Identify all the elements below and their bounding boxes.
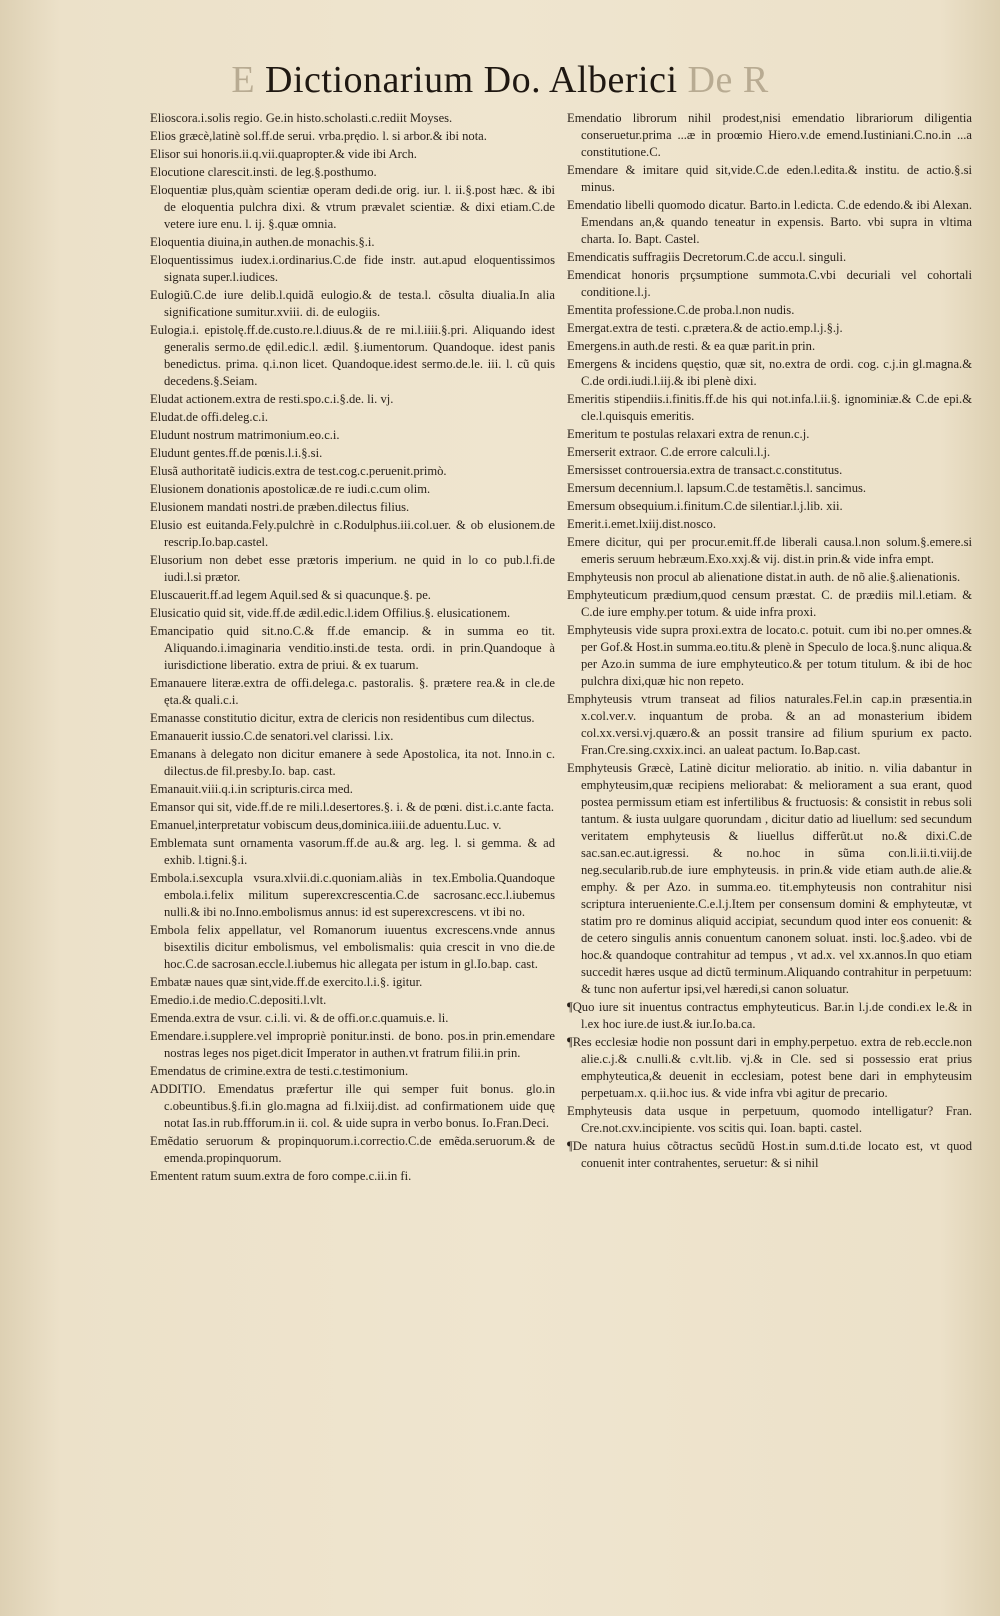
dictionary-entry: Emeritum te postulas relaxari extra de renun.c.j. (567, 427, 810, 441)
bleed-through-left: E (231, 59, 256, 101)
page-title: Dictionarium Do. Alberici (265, 59, 678, 101)
dictionary-entry: Emanasse constitutio dicitur, extra de clericis non residentibus cum dilectus. (150, 711, 535, 725)
dictionary-entry: Emendare & imitare quid sit,vide.C.de eden.l.edita.& institu. de actio.§.si minus. (567, 163, 972, 194)
dictionary-entry: Emere dicitur, qui per procur.emit.ff.de liberali causa.l.non solum.§.emere.si emeris seruum hebræum.Exo.xxj.& vij. dist.in prin.& vide infra empt. (567, 535, 972, 566)
dictionary-entry: Emendicat honoris prçsumptione summota.C.vbi decuriali vel cohortali conditione.l.j. (567, 268, 972, 299)
dictionary-entry: Elisor sui honoris.ii.q.vii.quapropter.& vide ibi Arch. (150, 147, 417, 161)
dictionary-entry: Emanauit.viii.q.i.in scripturis.circa med. (150, 782, 353, 796)
dictionary-entry: Elusorium non debet esse prætoris imperium. ne quid in lo co pub.l.fi.de iudi.l.si prætor. (150, 553, 555, 584)
dictionary-entry: Eloquentissimus iudex.i.ordinarius.C.de fide instr. aut.apud eloquentissimos signata super.l.iudices. (150, 253, 555, 284)
dictionary-entry: Embola.i.sexcupla vsura.xlvii.di.c.quoniam.aliàs in tex.Embolia.Quandoque embola.i.felix militum superexcrescentia.C.de sacrosanc.ecc.l.iubemus nulli.& ibi no.Inno.embolismus annus: id est superexcrescens. vt ibi no. (150, 871, 555, 919)
dictionary-entry: Emphyteusis non procul ab alienatione distat.in auth. de nõ alie.§.alienationis. (567, 570, 961, 584)
dictionary-entry: Elusionem donationis apostolicæ.de re iudi.c.cum olim. (150, 482, 431, 496)
dictionary-entry: Emanauerit iussio.C.de senatori.vel clarissi. l.ix. (150, 729, 394, 743)
dictionary-entry: Eludunt nostrum matrimonium.eo.c.i. (150, 428, 340, 442)
dictionary-entry: Emergens & incidens quęstio, quæ sit, no.extra de ordi. cog. c.j.in gl.magna.& C.de ordi.iudi.l.iij.& ibi plenè dixi. (567, 357, 972, 388)
dictionary-entry: Ementent ratum suum.extra de foro compe.c.ii.in fi. (150, 1169, 412, 1183)
dictionary-entry: ADDITIO. Emendatus præfertur ille qui semper fuit bonus. glo.in c.obeuntibus.§.fi.in glo.magna ad fi.lxiij.dist. ad confirmationem uide quę notat Ias.in rub.ffforum.in ii. col. & uide supra in verbo bonus. Io.Fran.Deci. (150, 1082, 555, 1130)
dictionary-entry: Emblemata sunt ornamenta vasorum.ff.de au.& arg. leg. l. si gemma. & ad exhib. l.tigni.§.i. (150, 836, 555, 867)
dictionary-entry: Emerit.i.emet.lxiij.dist.nosco. (567, 517, 717, 531)
dictionary-entry: Emendatio librorum nihil prodest,nisi emendatio librariorum diligentia conseruetur.prima ...æ in proœmio Hiero.v.de emend.Iustiniani.C.no.in ...a constitutione.C. (567, 111, 972, 159)
dictionary-entry: Emphyteusis vide supra proxi.extra de locato.c. potuit. cum ibi no.per omnes.& per Gof.& Host.in summa.eo.titu.& plenè in Speculo de loca.§.nunc aliqua.& per Azo.in summa de iure emphyteutico.& per totum titulum. & ibi de hoc pulchra dixi,quæ hic non repeto. (567, 623, 972, 688)
dictionary-entry: Emersisset controuersia.extra de transact.c.constitutus. (567, 463, 843, 477)
dictionary-entry: Elusio est euitanda.Fely.pulchrè in c.Rodulphus.iii.col.uer. & ob elusionem.de rescrip.Io.bap.castel. (150, 518, 555, 549)
dictionary-entry: Eludat actionem.extra de resti.spo.c.i.§.de. li. vj. (150, 392, 394, 406)
dictionary-entry: Emedio.i.de medio.C.depositi.l.vlt. (150, 993, 327, 1007)
dictionary-entry: Eulogia.i. epistolę.ff.de.custo.re.l.diuus.& de re mi.l.iiii.§.pri. Aliquando idest generalis sermo.de ędil.edic.l. ædil. §.iumentorum. Quandoque. idest panis benedictus. prima. q.i.non licet. Quandoque.idest sermo.de.le. iii. l. cũ quis decedens.§.Seiam. (150, 323, 555, 388)
dictionary-entry: Emeritis stipendiis.i.finitis.ff.de his qui not.infa.l.ii.§. ignominiæ.& C.de epi.& cle.l.quisquis emeritis. (567, 392, 972, 423)
bleed-through-right: De R (687, 59, 769, 101)
dictionary-entry: Emphyteusis data usque in perpetuum, quomodo intelligatur? Fran. Cre.not.cxv.incipiente. vos scitis qui. Ioan. bapti. castel. (567, 1104, 972, 1135)
dictionary-entry: Emendatus de crimine.extra de testi.c.testimonium. (150, 1064, 409, 1078)
dictionary-entry: Elios græcè,latinè sol.ff.de serui. vrba.prędio. l. si arbor.& ibi nota. (150, 129, 487, 143)
dictionary-entry: Eloquentia diuina,in authen.de monachis.§.i. (150, 235, 375, 249)
dictionary-entry: Ementita professione.C.de proba.l.non nudis. (567, 303, 795, 317)
dictionary-entry: Eulogiũ.C.de iure delib.l.quidã eulogio.& de testa.l. cõsulta diualia.In alia significatione sumitur.xviii. di. de eulogiis. (150, 288, 555, 319)
dictionary-entry: Emenda.extra de vsur. c.i.li. vi. & de offi.or.c.quamuis.e. li. (150, 1011, 449, 1025)
text-columns (150, 110, 972, 1596)
dictionary-entry: Emanauere literæ.extra de offi.delega.c. pastoralis. §. prætere rea.& in cle.de ęta.& quali.c.i. (150, 676, 555, 707)
dictionary-entry: Emendare.i.supplere.vel impropriè ponitur.insti. de bono. pos.in prin.emendare nostras leges nos piget.dicit Imperator in authen.vt fratrum filii.in prin. (150, 1029, 555, 1060)
dictionary-entry: Emancipatio quid sit.no.C.& ff.de emancip. & in summa eo tit. Aliquando.i.imaginaria venditio.insti.de testa. ordi. in prin.Quandoque à iurisdictione liberatio. extra de priui. & ex tuarum. (150, 624, 555, 672)
dictionary-entry: Eloquentiæ plus,quàm scientiæ operam dedi.de orig. iur. l. ii.§.post hæc. & ibi de eloquentia pulchra dixi. & vtrum prævalet scientiæ. & dixi etiam.C.de vetere iure enu. l. ij. §.quæ omnia. (150, 183, 555, 231)
dictionary-entry: Eludunt gentes.ff.de pœnis.l.i.§.si. (150, 446, 323, 460)
dictionary-entry: Embatæ naues quæ sint,vide.ff.de exercito.l.i.§. igitur. (150, 975, 423, 989)
running-head (0, 58, 1000, 102)
dictionary-entry: Emanuel,interpretatur vobiscum deus,dominica.iiii.de aduentu.Luc. v. (150, 818, 502, 832)
dictionary-entry: Emendicatis suffragiis Decretorum.C.de accu.l. singuli. (567, 250, 847, 264)
dictionary-entry: Emansor qui sit, vide.ff.de re mili.l.desertores.§. i. & de pœni. dist.i.c.ante facta. (150, 800, 555, 814)
dictionary-entry: Emerserit extraor. C.de errore calculi.l.j. (567, 445, 771, 459)
dictionary-entry: Emersum decennium.l. lapsum.C.de testamẽtis.l. sancimus. (567, 481, 867, 495)
dictionary-entry: ¶Quo iure sit inuentus contractus emphyteuticus. Bar.in l.j.de condi.ex le.& in l.ex hoc iure.de iust.& iur.Io.ba.ca. (567, 1000, 972, 1031)
dictionary-entry: Emendatio libelli quomodo dicatur. Barto.in l.edicta. C.de edendo.& ibi Alexan. Emendans an,& quando teneatur in expensis. Barto. vbi supra in vltima charta. Io. Bapt. Castel. (567, 198, 972, 246)
left-column (150, 110, 555, 1596)
dictionary-entry: Elusicatio quid sit, vide.ff.de ædil.edic.l.idem Offilius.§. elusicationem. (150, 606, 511, 620)
dictionary-entry: Elusã authoritatẽ iudicis.extra de test.cog.c.peruenit.primò. (150, 464, 447, 478)
dictionary-entry: Eluscauerit.ff.ad legem Aquil.sed & si quacunque.§. pe. (150, 588, 431, 602)
dictionary-entry: Emphyteusis vtrum transeat ad filios naturales.Fel.in cap.in præsentia.in x.col.ver.v. inquantum de proba. & an ad monasterium ibidem col.xx.versi.vj.quæro.& an possit transire ad filium spurium ex pacto. Fran.Cre.sing.cxxix.inci. an ualeat pactum. Io.Bap.cast. (567, 692, 972, 757)
dictionary-entry: Emergat.extra de testi. c.prætera.& de actio.emp.l.j.§.j. (567, 321, 843, 335)
dictionary-entry: Elocutione clarescit.insti. de leg.§.posthumo. (150, 165, 377, 179)
dictionary-entry: Embola felix appellatur, vel Romanorum iuuentus excrescens.vnde annus bisextilis dicitur embolismus, vel embolismalis: quia crescit in vno die.de hoc.C.de sacrosan.eccle.l.iubemus hic allegata per istum in gl.Io.bap. cast. (150, 923, 555, 971)
dictionary-entry: ¶De natura huius cõtractus secũdũ Host.in sum.d.ti.de locato est, vt quod conuenit inter contrahentes, seruetur: & si nihil (567, 1139, 972, 1170)
dictionary-entry: Emersum obsequium.i.finitum.C.de silentiar.l.j.lib. xii. (567, 499, 843, 513)
dictionary-entry: Emphyteuticum prædium,quod censum præstat. C. de prædiis mil.l.etiam. & C.de iure emphy.per totum. & uide infra proxi. (567, 588, 972, 619)
dictionary-entry: Elioscora.i.solis regio. Ge.in histo.scholasti.c.rediit Moyses. (150, 111, 453, 125)
dictionary-entry: ¶Res ecclesiæ hodie non possunt dari in emphy.perpetuo. extra de reb.eccle.non alie.c.j.& c.nulli.& c.vlt.lib. vj.& in Cle. sed si possessio erat prius emphyteutica,& deuenit in ecclesiam, potest bene dari in emphyteusim perpetuam.x. q.ii.hoc ius. & vide infra vbi agitur de precario. (567, 1035, 972, 1100)
dictionary-entry: Emphyteusis Græcè, Latinè dicitur melioratio. ab initio. n. vilia dabantur in emphyteusim,quæ recipiens meliorabat: & meliorament a sua erant, quod postea permissum etiam est infertilibus & fructuosis: & consistit in rebus soli tantum. & iusta uulgare quorundam , dicitur datio ad liuellum: sed secundum veritatem emphyteusis & liuellus differũt.ut no.& dixi.C.de sac.san.ec.aut.igressi. & no.hoc in sũma con.li.ii.ti.viij.de neg.secularib.rub.de iure emphyteusis. in prin.& vide etiam auth.de alie.& emphy. & per Azo. in summa.eo. tit.emphyteusis non contrahitur nisi scriptura interueniente.C.e.l.j.Item per consensum domini & emphyteutæ, vt statim pro re dominus aliquid accipiat, secundum quod inter eos conuenit: & de cetero singulis annis conuentum canonem soluat. insti. loc.§.adeo. vbi de hoc.& quandoque contrahitur ad tempus , vt ad.x. vel xx.annos.In quo etiam succedit hæres usque ad dictũ terminum.Aliquando contrahitur in perpetuum: & tunc non aufertur ipsi,vel hæredi,si canon soluatur. (567, 761, 972, 996)
dictionary-entry: Emergens.in auth.de resti. & ea quæ parit.in prin. (567, 339, 816, 353)
dictionary-entry: Elusionem mandati nostri.de præben.dilectus filius. (150, 500, 410, 514)
dictionary-entry: Eludat.de offi.deleg.c.i. (150, 410, 268, 424)
right-column (567, 110, 972, 1596)
dictionary-entry: Emẽdatio seruorum & propinquorum.i.correctio.C.de emẽda.seruorum.& de emenda.propinquorum. (150, 1134, 555, 1165)
dictionary-entry: Emanans à delegato non dicitur emanere à sede Apostolica, ita not. Inno.in c. dilectus.de fil.presby.Io. bap. cast. (150, 747, 555, 778)
